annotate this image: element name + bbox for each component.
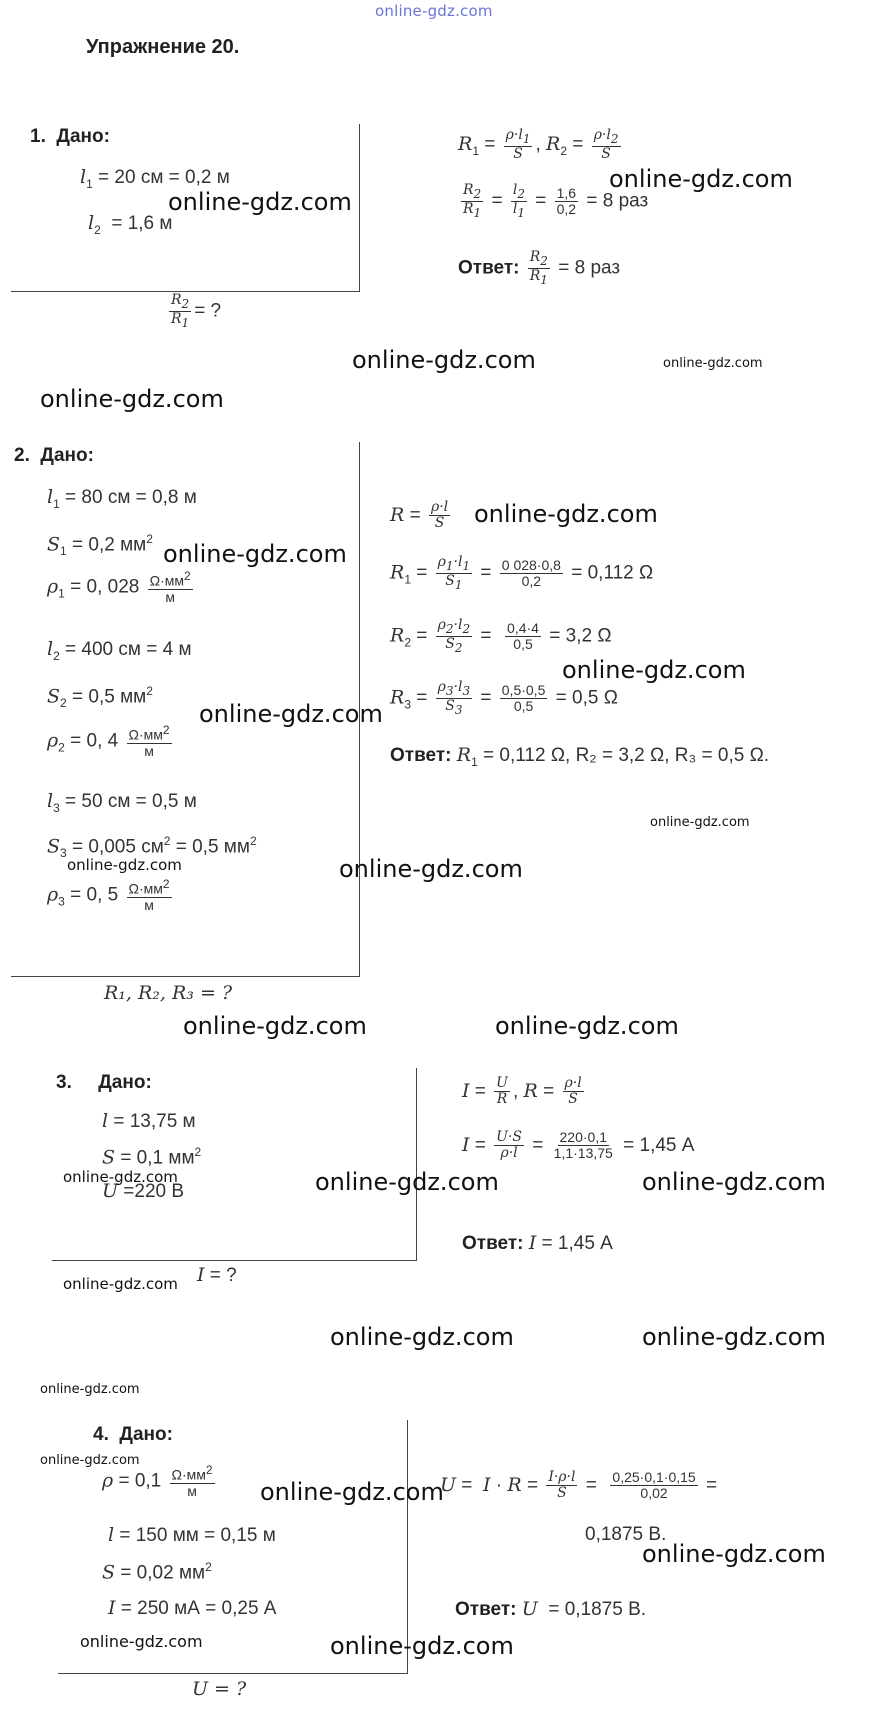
p1-divider-h [11, 291, 360, 292]
watermark: online-gdz.com [80, 1632, 203, 1651]
p4-given-i: I = 250 мА = 0,25 А [108, 1597, 277, 1619]
watermark: online-gdz.com [495, 1012, 679, 1040]
p2-answer: Ответ: $R_1 = 0,112$ Ω, R₂ = 3,2 Ω, R₃ = 0,5 Ω. [390, 744, 770, 769]
p2-given-s1: $S_1 = 0,2$ $мм^2$ [47, 532, 153, 559]
watermark: online-gdz.com [352, 346, 536, 374]
p2-formula: R = $\frac{\rho\cdot l}{S}$ [390, 499, 449, 532]
p3-find: I = ? [197, 1264, 237, 1286]
watermark: online-gdz.com [609, 165, 793, 193]
p2-given-l3: $l_3 = 50$ см = 0,5 м [47, 790, 197, 815]
watermark: online-gdz.com [40, 1453, 140, 1468]
p3-formula: I = $\frac{U}{R}$ , R = $\frac{\rho\cdot l}{S}$ [462, 1075, 582, 1108]
p3-divider-v [416, 1068, 417, 1260]
p2-number: 2. Дано: [14, 445, 94, 466]
p1-given-l2: $l_2 = 1,6$ м [88, 212, 173, 237]
watermark: online-gdz.com [67, 856, 182, 874]
p4-calc: U = I · R = $\frac{I\cdot\rho\cdot l}{S}$ = $\frac{0,25\cdot 0,1\cdot 0,15}{0,02}$ = [440, 1469, 718, 1502]
watermark: online-gdz.com [63, 1168, 178, 1186]
exercise-title: Упражнение 20. [86, 36, 240, 58]
watermark: online-gdz.com [63, 1275, 178, 1293]
p4-number: 4. Дано: [93, 1424, 173, 1445]
watermark: online-gdz.com [260, 1478, 444, 1506]
p3-calc: I = $\frac{U\cdot S}{\rho\cdot l}$ = $\frac{220\cdot 0,1}{1,1\cdot 13,75}$ = 1,45 А [462, 1129, 695, 1162]
watermark: online-gdz.com [474, 500, 658, 528]
p4-find: U = ? [192, 1678, 247, 1700]
watermark: online-gdz.com [40, 1382, 140, 1397]
p2-given-rho1: $\rho_1 = 0$, 028 $\frac{\Omega\cdot мм^2}{м}$ [47, 569, 191, 606]
p4-given-s: S = 0,02 $мм^2$ [102, 1560, 212, 1584]
p1-formula: $R_1$ = $\frac{\rho\cdot l_1}{S}$ , $R_2$ = $\frac{\rho\cdot l_2}{S}$ [458, 127, 619, 162]
watermark: online-gdz.com [199, 700, 383, 728]
p2-given-s2: $S_2 = 0,5$ $мм^2$ [47, 684, 153, 711]
p3-given-u: U =220 В [102, 1180, 185, 1202]
p4-given-rho: ρ = 0,1 $\frac{\Omega\cdot мм^2}{м}$ [102, 1463, 213, 1500]
watermark: online-gdz.com [650, 815, 750, 830]
p2-given-l1: $l_1 = 80$ см = 0,8 м [47, 486, 197, 511]
watermark: online-gdz.com [168, 188, 352, 216]
p4-result: 0,1875 В. [585, 1524, 667, 1545]
p2-find: R₁, R₂, R₃ = ? [104, 982, 233, 1004]
p3-given-l: l = 13,75 м [102, 1110, 196, 1132]
p2-r2-calc: $R_2$ = $\frac{\rho_2\cdot l_2}{S_2}$ = $\frac{0,4\cdot 4}{0,5}$ = 3,2 Ω [390, 617, 612, 655]
p1-ratio: $\frac{R_2}{R_1}$ = $\frac{l_2}{l_1}$ = $\frac{1,6}{0,2}$ = 8 раз [463, 182, 649, 220]
p2-given-s3: $S_3 = 0,005$ $см^2 = 0,5$ $мм^2$ [47, 834, 257, 861]
p2-divider-h [11, 976, 360, 977]
p3-answer: Ответ: I = 1,45 А [462, 1232, 613, 1254]
watermark: online-gdz.com [183, 1012, 367, 1040]
watermark: online-gdz.com [163, 540, 347, 568]
watermark: online-gdz.com [339, 855, 523, 883]
p2-r1-calc: $R_1$ = $\frac{\rho_1\cdot l_1}{S_1}$ = $\frac{0 028\cdot 0,8}{0,2}$ = 0,112 Ω [390, 554, 654, 592]
p2-given-l2: $l_2 = 400$ см = 4 м [47, 638, 192, 663]
p4-answer: Ответ: U = 0,1875 В. [455, 1598, 647, 1620]
watermark: online-gdz.com [330, 1323, 514, 1351]
p3-divider-h [52, 1260, 417, 1261]
watermark: online-gdz.com [562, 656, 746, 684]
top-watermark: online-gdz.com [375, 2, 493, 20]
p4-divider-h [58, 1673, 408, 1674]
p1-find: $\frac{R_2}{R_1}$ = ? [171, 292, 222, 330]
p1-number: 1. Дано: [30, 126, 110, 147]
watermark: online-gdz.com [663, 356, 763, 371]
watermark: online-gdz.com [315, 1168, 499, 1196]
p2-r3-calc: $R_3$ = $\frac{\rho_3\cdot l_3}{S_3}$ = $\frac{0,5\cdot 0,5}{0,5}$ = 0,5 Ω [390, 679, 618, 717]
watermark: online-gdz.com [330, 1632, 514, 1660]
p1-answer: Ответ: $\frac{R_2}{R_1}$ = 8 раз [458, 249, 621, 287]
p4-given-l: l = 150 мм = 0,15 м [108, 1524, 276, 1546]
p2-given-rho3: $\rho_3 = 0$, 5 $\frac{\Omega\cdot мм^2}{м}$ [47, 877, 170, 914]
watermark: online-gdz.com [642, 1540, 826, 1568]
p2-given-rho2: $\rho_2 = 0$, 4 $\frac{\Omega\cdot мм^2}{м}$ [47, 723, 170, 760]
watermark: online-gdz.com [642, 1168, 826, 1196]
p1-divider-v [359, 124, 360, 292]
watermark: online-gdz.com [642, 1323, 826, 1351]
p1-given-l1: $l_1 = 20$ см = 0,2 м [80, 166, 230, 191]
p3-number: 3. Дано: [56, 1072, 152, 1093]
watermark: online-gdz.com [40, 385, 224, 413]
p3-given-s: S = 0,1 $мм^2$ [102, 1145, 202, 1169]
